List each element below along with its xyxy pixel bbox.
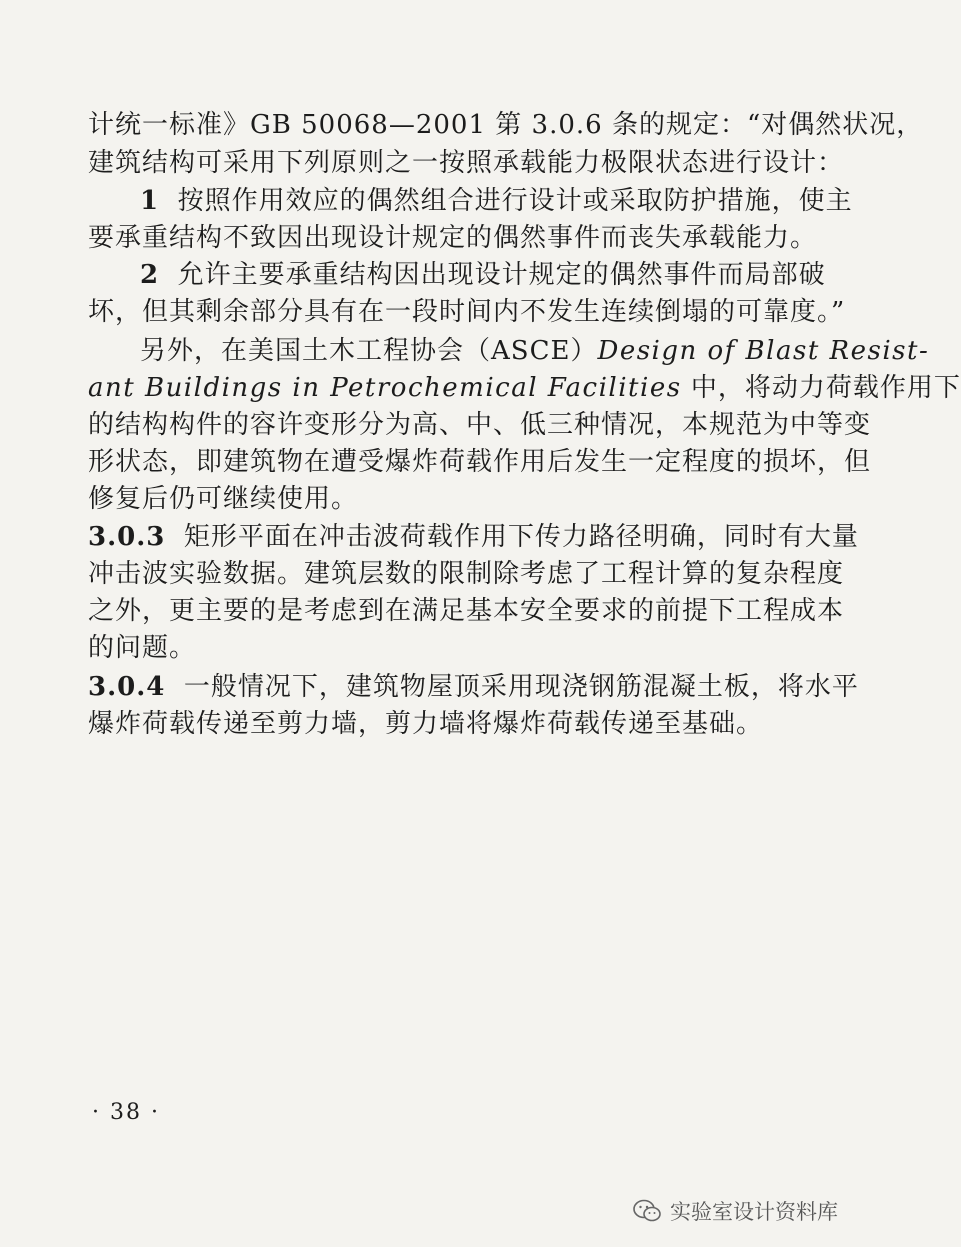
section-number: 3.0.3 [88, 522, 166, 552]
text-line: 计统一标准》GB 50068—2001 第 3.0.6 条的规定：“对偶然状况， [88, 110, 924, 140]
text-line [140, 334, 929, 368]
watermark-text: 实验室设计资料库 [670, 1200, 838, 1224]
text-line [88, 371, 961, 405]
clause-item-2 [140, 258, 826, 292]
text-line: 矩形平面在冲击波荷载作用下传力路径明确，同时有大量 [183, 522, 859, 552]
text-line: 一般情况下，建筑物屋顶采用现浇钢筋混凝土板，将水平 [183, 672, 859, 702]
page-number: · 38 · [92, 1100, 160, 1125]
text-line: 冲击波实验数据。建筑层数的限制除考虑了工程计算的复杂程度 [88, 559, 845, 589]
text-line: 修复后仍可继续使用。 [88, 484, 359, 514]
text-line: 的结构构件的容许变形分为高、中、低三种情况，本规范为中等变 [88, 410, 872, 440]
text-line: 形状态，即建筑物在遭受爆炸荷载作用后发生一定程度的损坏，但 [88, 447, 872, 477]
clause-number: 1 [140, 186, 160, 216]
section-3-0-3 [88, 520, 859, 554]
text-line: 建筑结构可采用下列原则之一按照承载能力极限状态进行设计： [88, 148, 845, 178]
clause-item-1 [140, 184, 853, 218]
section-3-0-4 [88, 670, 859, 704]
watermark [632, 1196, 838, 1226]
text-line: 坏，但其剩余部分具有在一段时间内不发生连续倒塌的可靠度。” [88, 297, 846, 327]
section-number: 3.0.4 [88, 672, 166, 702]
book-title: Design of Blast Resist- [597, 336, 930, 366]
text-span: 另外，在美国土木工程协会（ASCE） [140, 336, 598, 366]
text-line: 爆炸荷载传递至剪力墙，剪力墙将爆炸荷载传递至基础。 [88, 709, 764, 739]
text-line: 的问题。 [88, 633, 197, 663]
wechat-icon [632, 1198, 662, 1224]
clause-number: 2 [140, 260, 160, 290]
text-line: 允许主要承重结构因出现设计规定的偶然事件而局部破 [177, 260, 826, 290]
book-title: ant Buildings in Petrochemical Facilities [88, 373, 682, 403]
text-line: 按照作用效应的偶然组合进行设计或采取防护措施，使主 [177, 186, 853, 216]
text-span: 中，将动力荷载作用下 [681, 373, 961, 403]
text-line: 之外，更主要的是考虑到在满足基本安全要求的前提下工程成本 [88, 596, 845, 626]
text-line: 要承重结构不致因出现设计规定的偶然事件而丧失承载能力。 [88, 223, 818, 253]
